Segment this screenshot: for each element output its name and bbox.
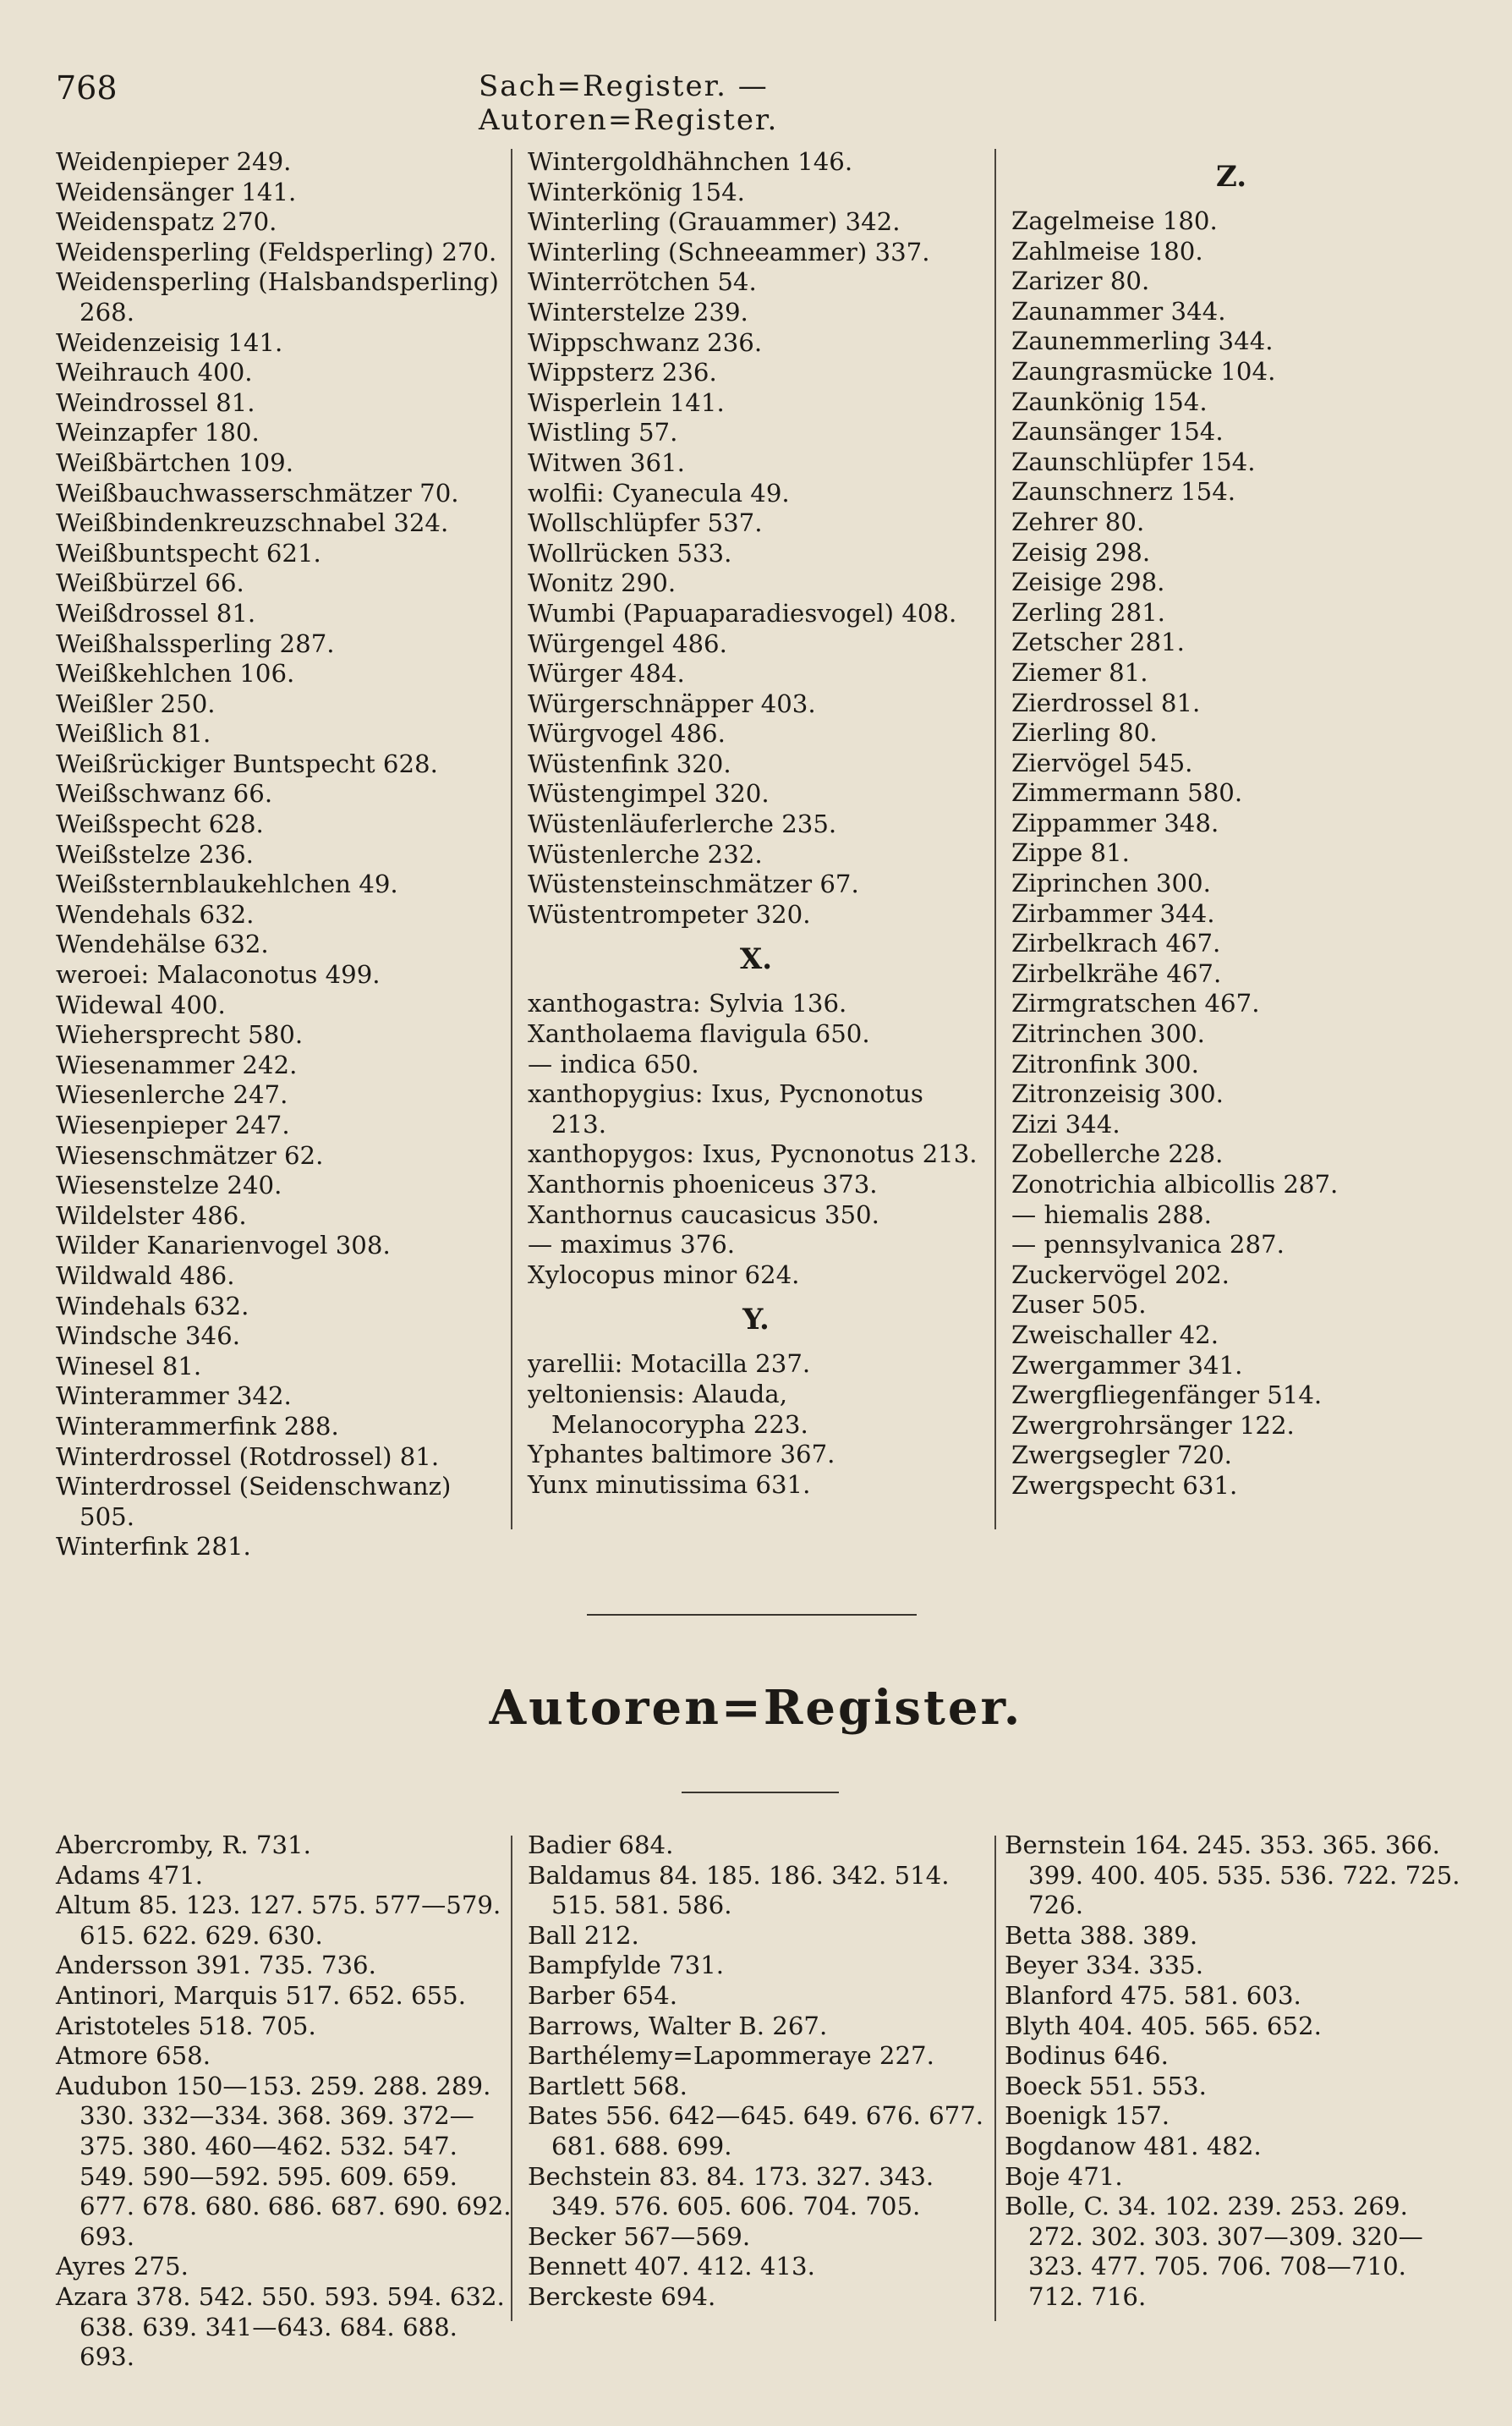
register-entry: Ball 212. [528,1920,639,1950]
sach-register-column-1 [56,147,512,1562]
register-entry: Wumbi (Papuaparadiesvogel) 408. [528,598,957,628]
register-entry: Weißstelze 236. [56,839,254,869]
register-entry: Zirbammer 344. [1011,898,1215,928]
register-entry: Weißbindenkreuzschnabel 324. [56,508,449,538]
register-entry: Xantholaema flavigula 650. [528,1019,870,1049]
register-entry: Weißler 250. [56,689,216,718]
register-entry: Atmore 658. [56,2041,211,2071]
letter-heading-y: Y. [742,1303,770,1337]
register-entry: Winterstelze 239. [528,297,748,327]
register-entry: Weißbürzel 66. [56,568,244,598]
register-entry: Ziemer 81. [1011,657,1148,687]
register-entry: Xylocopus minor 624. [528,1260,800,1289]
register-entry: Wüstenlerche 232. [528,839,763,869]
entry-group-z [1011,206,1451,1501]
register-entry: Wisperlein 141. [528,387,725,417]
register-entry: Zetscher 281. [1011,628,1185,657]
register-entry: Zitrinchen 300. [1011,1019,1205,1049]
register-entry: Wippschwanz 236. [528,327,763,357]
register-entry: Weidensänger 141. [56,177,297,206]
register-entry: Boje 471. [1005,2161,1123,2191]
register-entry: Zerling 281. [1011,597,1165,627]
autoren-register-column-2 [528,1830,992,2313]
register-entry: Ziervögel 545. [1011,748,1193,777]
register-entry: Winterdrossel (Rotdrossel) 81. [56,1441,440,1471]
register-entry: Zierdrossel 81. [1011,688,1201,717]
register-entry: Yunx minutissima 631. [528,1469,811,1499]
register-entry: Zobellerche 228. [1011,1139,1224,1169]
register-entry: Bennett 407. 412. 413. [528,2252,815,2281]
register-entry: Beyer 334. 335. [1005,1951,1203,1980]
register-entry: Ziprinchen 300. [1011,869,1211,898]
register-entry: Wendehälse 632. [56,930,269,959]
register-entry: xanthogastra: Sylvia 136. [528,989,847,1018]
register-entry: Zirmgratschen 467. [1011,989,1260,1018]
register-entry: Zwergammer 341. [1011,1350,1243,1380]
register-entry: Weidenspatz 270. [56,207,277,237]
register-entry: Weißbuntspecht 621. [56,538,321,568]
entry-group-y [528,1349,984,1500]
register-entry: Zitronfink 300. [1011,1049,1199,1079]
register-entry: Wiesenpieper 247. [56,1111,290,1139]
register-entry: Zuckervögel 202. [1011,1260,1230,1289]
register-entry: Zaungrasmücke 104. [1011,356,1276,386]
register-entry: Boeck 551. 553. [1005,2071,1207,2100]
register-entry: Weißbärtchen 109. [56,447,293,477]
register-entry: Weißlich 81. [56,719,211,749]
register-entry: Wippsterz 236. [528,358,717,387]
register-entry: Wilder Kanarienvogel 308. [56,1231,391,1260]
register-entry: Bolle, C. 34. 102. 239. 253. 269. 272. 302. 303. 307—309. 320—323. 477. 705. 706. 708—710. 712. 716. [1005,2192,1423,2311]
register-entry: Zaunammer 344. [1011,296,1226,326]
register-entry: Zonotrichia albicollis 287. [1011,1170,1339,1199]
register-entry: Wüstentrompeter 320. [528,899,811,929]
register-entry: — indica 650. [528,1049,699,1079]
register-entry: Wistling 57. [528,418,678,447]
register-entry: Zwergfliegenfänger 514. [1011,1380,1323,1410]
sach-register-column-3 [1011,147,1451,1501]
register-entry: yarellii: Motacilla 237. [528,1349,811,1379]
register-entry: Zirbelkrähe 467. [1011,958,1222,988]
autoren-register-column-3 [1005,1830,1468,2313]
entry-group-x [528,989,984,1290]
register-entry: Becker 567—569. [528,2221,751,2251]
register-entry: Zeisige 298. [1011,568,1165,597]
register-entry: Windsche 346. [56,1321,240,1351]
register-entry: Zwergspecht 631. [1011,1470,1238,1500]
register-entry: Bernstein 164. 245. 353. 365. 366. 399. 400. 405. 535. 536. 722. 725. 726. [1005,1830,1468,1920]
register-entry: Weißbauchwasserschmätzer 70. [56,478,459,508]
register-entry: Barber 654. [528,1980,677,2010]
register-entry: Weißhalssperling 287. [56,628,335,658]
register-entry: Zimmermann 580. [1011,778,1243,808]
register-entry: Würgvogel 486. [528,719,726,749]
register-entry: Abercromby, R. 731. [56,1830,311,1859]
register-entry: Wiesenammer 242. [56,1050,298,1079]
register-entry: Wüstengimpel 320. [528,779,770,809]
register-entry: Weinzapfer 180. [56,418,260,447]
register-entry: Barthélemy=Lapommeraye 227. [528,2041,934,2071]
sach-register-column-2 [528,147,984,1500]
register-entry: weroei: Malaconotus 499. [56,960,381,990]
register-entry: Zizi 344. [1011,1109,1120,1139]
register-entry: Andersson 391. 735. 736. [56,1951,376,1980]
register-entry: Weidenzeisig 141. [56,327,283,357]
register-entry: Audubon 150—153. 259. 288. 289. 330. 332—334. 368. 369. 372—375. 380. 460—462. 532. 547. 549. 590—592. 595. 609. 659. 677. 678. 680. 686. 687. 690. 692. 693. [56,2071,519,2251]
register-entry: Wiesenstelze 240. [56,1171,282,1200]
register-entry: Wendehals 632. [56,899,255,929]
register-entry: Winterrötchen 54. [528,267,757,297]
register-entry: Zaunschnerz 154. [1011,477,1236,507]
letter-heading-z: Z. [1215,160,1247,194]
register-entry: Weindrossel 81. [56,387,255,417]
register-entry: Zahlmeise 180. [1011,236,1203,266]
register-entry: Blanford 475. 581. 603. [1005,1980,1301,2010]
register-entry: Bartlett 568. [528,2071,688,2100]
register-entry: Baldamus 84. 185. 186. 342. 514. 515. 581. 586. [528,1860,957,1920]
register-entry: Zippammer 348. [1011,808,1219,837]
register-entry: Barrows, Walter B. 267. [528,2011,828,2040]
register-entry: Witwen 361. [528,447,685,477]
register-entry: Zarizer 80. [1011,266,1150,296]
title-underline [682,1792,839,1793]
register-entry: Zierling 80. [1011,718,1158,748]
register-entry: Bodinus 646. [1005,2041,1169,2071]
register-entry: xanthopygos: Ixus, Pycnonotus 213. [528,1139,978,1169]
register-entry: Blyth 404. 405. 565. 652. [1005,2011,1322,2040]
register-entry: Zirbelkrach 467. [1011,929,1221,958]
register-entry: Winterammerfink 288. [56,1411,339,1441]
register-entry: Würgengel 486. [528,628,727,658]
column-divider [994,1836,996,2321]
register-entry: Weihrauch 400. [56,358,253,387]
register-entry: Azara 378. 542. 550. 593. 594. 632. 638. 639. 341—643. 684. 688. 693. [56,2281,513,2372]
register-entry: Wildwald 486. [56,1260,235,1290]
register-entry: Wiesenlerche 247. [56,1080,288,1110]
register-entry: Wildelster 486. [56,1200,247,1230]
register-entry: Widewal 400. [56,990,226,1019]
register-entry: Weidensperling (Halsbandsperling) 268. [56,267,507,327]
register-entry: Winterkönig 154. [528,177,745,206]
register-entry: Altum 85. 123. 127. 575. 577—579. 615. 622. 629. 630. [56,1891,509,1950]
register-entry: Winterling (Schneeammer) 337. [528,237,930,266]
register-entry: Zippe 81. [1011,838,1130,868]
register-entry: Winterdrossel (Seidenschwanz) 505. [56,1472,459,1531]
register-entry: Wüstenfink 320. [528,749,731,778]
register-entry: Weißsternblaukehlchen 49. [56,870,398,899]
register-entry: Weißschwanz 66. [56,779,273,809]
register-entry: Würgerschnäpper 403. [528,689,816,718]
register-entry: Würger 484. [528,659,685,689]
register-entry: Bates 556. 642—645. 649. 676. 677. 681. 688. 699. [528,2101,992,2160]
autoren-register-column-1 [56,1830,519,2373]
register-entry: Weißspecht 628. [56,810,264,839]
register-entry: Zeisig 298. [1011,537,1151,567]
register-entry: Wiesenschmätzer 62. [56,1140,324,1170]
register-entry: Winterfink 281. [56,1532,251,1562]
register-entry: Winterammer 342. [56,1381,292,1411]
register-entry: Zuser 505. [1011,1290,1147,1320]
register-entry: Wollschlüpfer 537. [528,508,763,538]
register-entry: Zitronzeisig 300. [1011,1079,1224,1109]
register-entry: Adams 471. [56,1860,204,1890]
register-entry: Yphantes baltimore 367. [528,1440,835,1469]
register-entry: Zweischaller 42. [1011,1320,1219,1349]
register-entry: Wollrücken 533. [528,538,732,568]
page-header [56,69,1037,137]
register-entry: Zaunschlüpfer 154. [1011,447,1256,476]
letter-heading-x: X. [739,942,773,977]
register-entry: Zagelmeise 180. [1011,206,1218,235]
autoren-register-title: Autoren=Register. [489,1680,1023,1736]
running-title: Sach=Register. — Autoren=Register. [479,69,779,137]
register-entry: Weißkehlchen 106. [56,659,295,689]
register-entry: Zwergrohrsänger 122. [1011,1410,1295,1440]
register-entry: — pennsylvanica 287. [1011,1230,1285,1260]
register-entry: Antinori, Marquis 517. 652. 655. [56,1980,466,2010]
register-entry: Bogdanow 481. 482. [1005,2131,1262,2160]
register-entry: — hiemalis 288. [1011,1199,1212,1229]
register-entry: Wiehersprecht 580. [56,1020,304,1050]
register-entry: Ayres 275. [56,2252,189,2281]
register-entry: Windehals 632. [56,1291,249,1320]
register-entry: Weißdrossel 81. [56,598,256,628]
register-entry: Weißrückiger Buntspecht 628. [56,749,438,778]
register-entry: Weidenpieper 249. [56,147,292,176]
register-entry: — maximus 376. [528,1230,736,1260]
register-entry: Weidensperling (Feldsperling) 270. [56,237,497,266]
register-entry: Wonitz 290. [528,568,677,598]
register-entry: Aristoteles 518. 705. [56,2011,316,2040]
register-entry: Betta 388. 389. [1005,1920,1198,1950]
register-entry: Xanthornis phoeniceus 373. [528,1170,878,1199]
register-entry: Wüstensteinschmätzer 67. [528,870,859,899]
register-entry: Winterling (Grauammer) 342. [528,207,901,237]
register-entry: Zaunsänger 154. [1011,417,1224,447]
register-entry: Wintergoldhähnchen 146. [528,147,853,176]
register-entry: Xanthornus caucasicus 350. [528,1199,879,1229]
register-entry: Winesel 81. [56,1351,202,1380]
register-entry: Zaunemmerling 344. [1011,327,1274,356]
register-entry: Badier 684. [528,1830,674,1859]
column-divider [994,149,996,1529]
register-entry: xanthopygius: Ixus, Pycnonotus 213. [528,1079,932,1139]
register-entry: Zehrer 80. [1011,507,1145,536]
register-entry: Wüstenläuferlerche 235. [528,810,837,839]
register-entry: Bampfylde 731. [528,1951,725,1980]
register-entry: yeltoniensis: Alauda, Melanocorypha 223. [528,1379,808,1439]
entry-group-w [528,147,984,930]
page-number: 768 [56,69,118,107]
register-entry: Boenigk 157. [1005,2101,1170,2131]
register-entry: Zwergsegler 720. [1011,1441,1232,1470]
register-entry: Berckeste 694. [528,2281,716,2311]
register-entry: Zaunkönig 154. [1011,387,1208,416]
register-entry: Bechstein 83. 84. 173. 327. 343. 349. 576. 605. 606. 704. 705. [528,2161,942,2221]
section-divider [587,1614,917,1616]
register-entry: wolfii: Cyanecula 49. [528,478,790,508]
